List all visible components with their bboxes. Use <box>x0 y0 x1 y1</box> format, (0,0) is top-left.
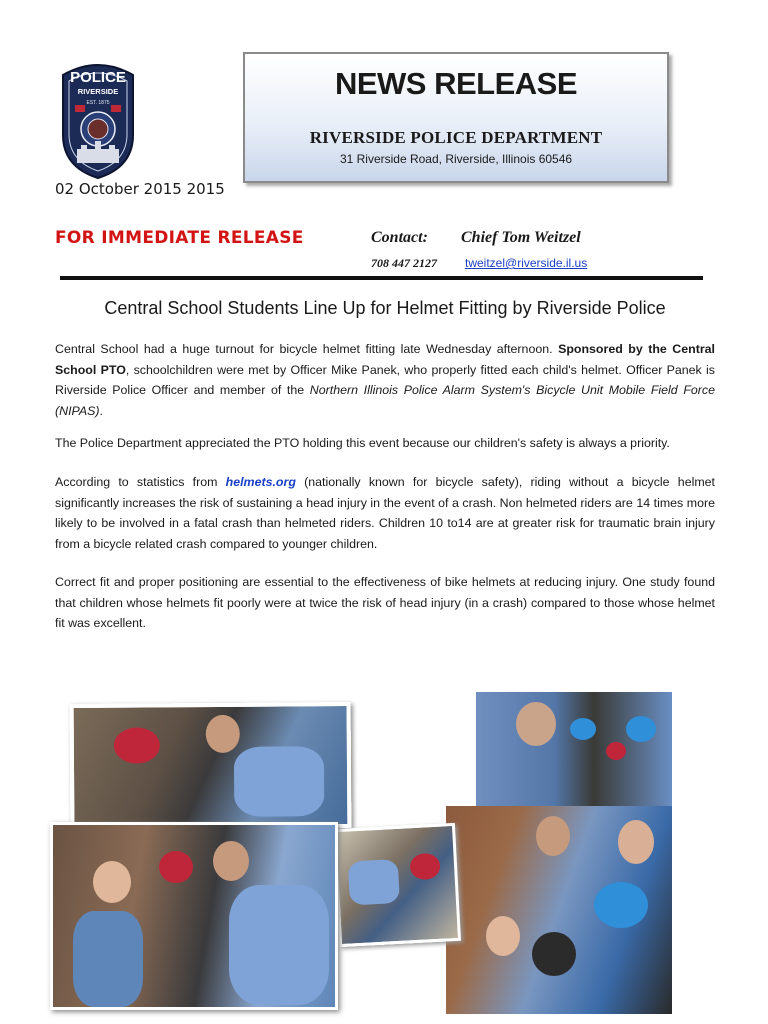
photo-officer-fitting-helmet <box>70 702 352 830</box>
p1-text-c: , schoolchildren were met by Officer Mike Panek, who properly fitted each child's helmet. Officer Panek is Riverside Police Officer and member of the <box>55 362 715 397</box>
p3-text-b: (nationally known for bicycle safety), riding without a bicycle helmet significantly increases the risk of sustaining a head injury in the event of a crash. Non helmeted riders are 14 times more likely to be involved in a fatal crash than helmeted riders. Children 10 to14 are at greater risk for traumatic brain injury from a bicycle related crash compared to younger children. <box>55 475 715 551</box>
department-name: RIVERSIDE POLICE DEPARTMENT <box>309 128 603 147</box>
paragraph-2: The Police Department appreciated the PTO holding this event because our children's safety is always a priority. <box>55 436 670 450</box>
badge-police-text: POLICE <box>70 69 126 86</box>
divider-rule <box>60 276 703 280</box>
p1-text-a: Central School had a huge turnout for bicycle helmet fitting late Wednesday afternoon. <box>55 342 559 356</box>
contact-label: Contact: <box>371 229 428 246</box>
paragraph-4: Correct fit and proper positioning are essential to the effectiveness of bike helmets at reducing injury. One study found that children whose helmets fit poorly were at twice the risk of head injury (in a crash) compared to those whose helmet fit was excellent. <box>55 575 715 630</box>
contact-phone: 708 447 2127 <box>371 256 437 270</box>
p3-text-a: According to statistics from <box>55 475 226 489</box>
photo-group-children-helmets <box>446 806 672 1014</box>
release-date: 02 October 2015 2015 <box>55 180 225 198</box>
news-release-title: NEWS RELEASE <box>334 66 578 101</box>
helmets-org-link[interactable]: helmets.org <box>225 475 296 489</box>
p1-nipas: Northern Illinois Police Alarm System's Bicycle Unit Mobile Field Force (NIPAS) <box>55 383 715 418</box>
photo-children-with-officer <box>50 822 338 1010</box>
paragraph-3 <box>55 472 715 554</box>
contact-email-link[interactable]: tweitzel@riverside.il.us <box>465 256 588 270</box>
photo-officer-children-line <box>476 692 672 812</box>
p1-sponsor: Sponsored by the Central School PTO <box>55 342 715 377</box>
paragraph-1 <box>55 339 715 421</box>
badge-city-text: RIVERSIDE <box>77 87 119 96</box>
news-release-box <box>243 52 669 183</box>
article-headline: Central School Students Line Up for Helmet Fitting by Riverside Police <box>104 298 666 318</box>
contact-name: Chief Tom Weitzel <box>461 229 581 246</box>
photo-officer-kneeling-child <box>333 823 461 947</box>
immediate-release-label: FOR IMMEDIATE RELEASE <box>55 228 304 248</box>
p1-text-e: . <box>99 403 103 418</box>
badge-est-text: EST. 1875 <box>86 100 110 106</box>
police-badge-icon <box>55 57 141 179</box>
department-address: 31 Riverside Road, Riverside, Illinois 60546 <box>339 152 573 166</box>
